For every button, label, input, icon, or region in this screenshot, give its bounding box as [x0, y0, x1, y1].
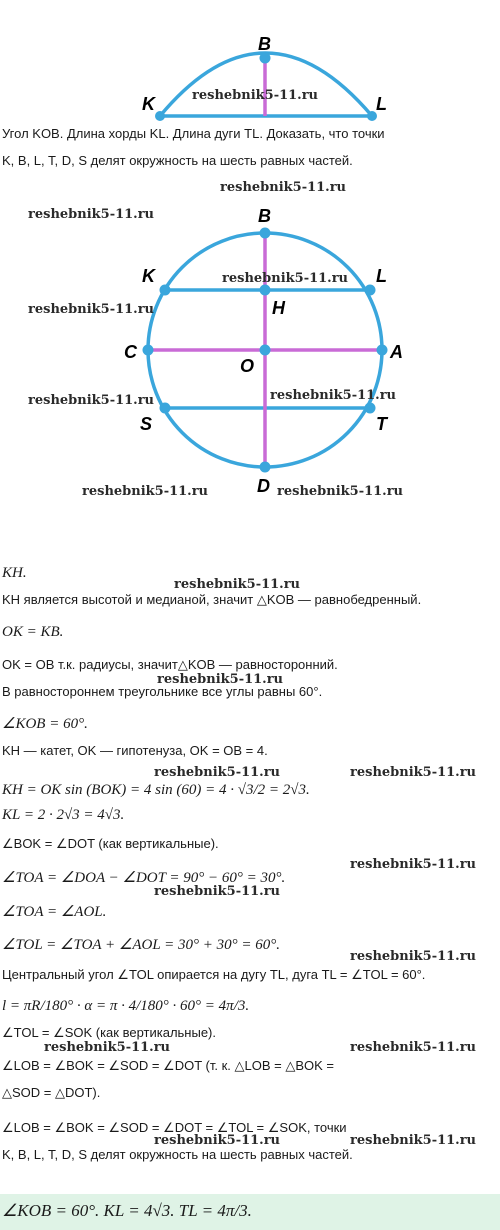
- point-a: [377, 345, 388, 356]
- problem-line-1: Угол KOB. Длина хорды KL. Длина дуги TL. Доказать, что точки: [2, 126, 385, 141]
- point-b: [260, 228, 271, 239]
- point-c: [143, 345, 154, 356]
- solution-line: OK = OB т.к. радиусы, значит△KOB — равносторонний.: [2, 657, 338, 672]
- label-k: K: [142, 94, 155, 114]
- label-t: T: [376, 414, 387, 434]
- solution-line: ∠TOL = ∠TOA + ∠AOL = 30° + 30° = 60°.: [2, 937, 281, 953]
- solution-line: ∠TOA = ∠AOL.: [2, 904, 107, 920]
- label-a: A: [390, 342, 403, 362]
- solution-line: ∠KOB = 60°.: [2, 716, 88, 732]
- point-l: [365, 285, 376, 296]
- problem-line-2: K, B, L, T, D, S делят окружность на шесть равных частей.: [2, 153, 353, 168]
- solution-line: KH является высотой и медианой, значит △KOB — равнобедренный.: [2, 592, 422, 607]
- solution-line: l = πR/180° · α = π · 4/180° · 60° = 4π/3.: [2, 998, 250, 1014]
- watermark: reshebnik5-11.ru: [154, 765, 281, 780]
- diagram-segment: [0, 0, 500, 125]
- watermark: reshebnik5-11.ru: [28, 393, 155, 408]
- watermark: reshebnik5-11.ru: [270, 388, 397, 403]
- watermark: reshebnik5-11.ru: [222, 271, 349, 286]
- solution-line: ∠BOK = ∠DOT (как вертикальные).: [2, 836, 219, 851]
- watermark: reshebnik5-11.ru: [350, 857, 477, 872]
- label-l: L: [376, 94, 387, 114]
- watermark: reshebnik5-11.ru: [220, 180, 347, 195]
- solution-line: KH — катет, OK — гипотенуза, OK = OB = 4.: [2, 743, 268, 758]
- label-d: D: [257, 476, 270, 496]
- point-d: [260, 462, 271, 473]
- answer-box: [0, 1194, 500, 1230]
- solution-line: KH = OK sin (BOK) = 4 sin (60) = 4 · √3/2 = 2√3.: [2, 782, 310, 798]
- point-o: [260, 345, 271, 356]
- watermark: reshebnik5-11.ru: [192, 88, 319, 103]
- label-b: B: [258, 206, 271, 226]
- solution-line: Центральный угол ∠TOL опирается на дугу TL, дуга TL = ∠TOL = 60°.: [2, 967, 426, 982]
- watermark: reshebnik5-11.ru: [157, 672, 284, 687]
- watermark: reshebnik5-11.ru: [28, 302, 155, 317]
- point-k: [160, 285, 171, 296]
- label-o: O: [240, 356, 255, 376]
- watermark: reshebnik5-11.ru: [44, 1040, 171, 1055]
- solution-line: ∠LOB = ∠BOK = ∠SOD = ∠DOT (т. к. △LOB = △BOK =: [2, 1058, 334, 1073]
- label-c: C: [124, 342, 137, 362]
- solution-line: ∠TOL = ∠SOK (как вертикальные).: [2, 1025, 216, 1040]
- watermark: reshebnik5-11.ru: [277, 484, 404, 499]
- watermark: reshebnik5-11.ru: [154, 1133, 281, 1148]
- point-s: [160, 403, 171, 414]
- label-l: L: [376, 266, 387, 286]
- watermark: reshebnik5-11.ru: [350, 1040, 477, 1055]
- watermark: reshebnik5-11.ru: [174, 577, 301, 592]
- label-k: K: [142, 266, 155, 286]
- watermark: reshebnik5-11.ru: [350, 765, 477, 780]
- solution-line: KL = 2 · 2√3 = 4√3.: [2, 807, 125, 823]
- label-h: H: [272, 298, 285, 318]
- solution-line: KH.: [2, 565, 27, 581]
- solution-line: OK = KB.: [2, 624, 64, 640]
- point-k: [155, 111, 165, 121]
- solution-line: ∠LOB = ∠BOK = ∠SOD = ∠DOT = ∠TOL = ∠SOK, точки: [2, 1120, 347, 1135]
- label-b: B: [258, 34, 271, 54]
- point-h: [260, 285, 271, 296]
- answer-line: ∠KOB = 60°. KL = 4√3. TL = 4π/3.: [2, 1201, 252, 1220]
- watermark: reshebnik5-11.ru: [28, 207, 155, 222]
- solution-line: △SOD = △DOT).: [2, 1085, 101, 1100]
- watermark: reshebnik5-11.ru: [350, 949, 477, 964]
- point-t: [365, 403, 376, 414]
- solution-line: K, B, L, T, D, S делят окружность на шесть равных частей.: [2, 1147, 353, 1162]
- diagram-circle: [0, 190, 500, 505]
- point-b: [260, 53, 271, 64]
- watermark: reshebnik5-11.ru: [350, 1133, 477, 1148]
- watermark: reshebnik5-11.ru: [82, 484, 209, 499]
- solution-line: В равностороннем треугольнике все углы равны 60°.: [2, 684, 323, 699]
- watermark: reshebnik5-11.ru: [154, 884, 281, 899]
- label-s: S: [140, 414, 153, 434]
- solution-line: ∠TOA = ∠DOA − ∠DOT = 90° − 60° = 30°.: [2, 870, 286, 886]
